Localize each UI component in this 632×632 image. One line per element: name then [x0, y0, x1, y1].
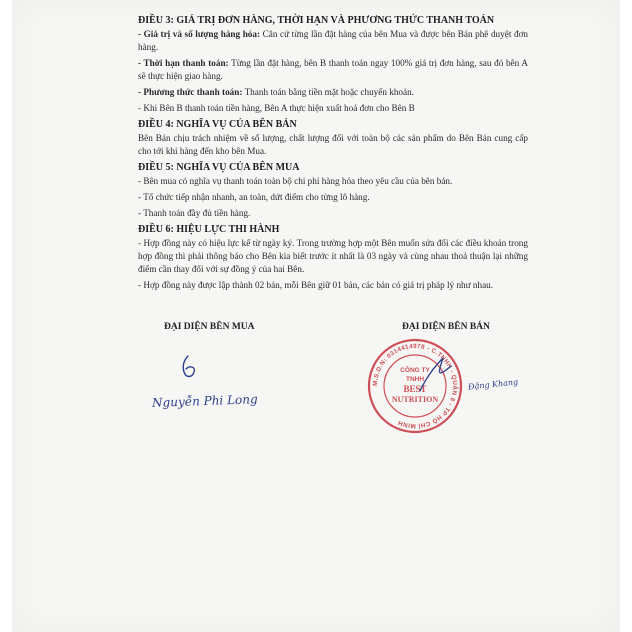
paragraph: - Hợp đồng này được lập thành 02 bản, mỗi Bên giữ 01 bản, các bản có giá trị pháp lý như nhau.	[138, 280, 494, 290]
buyer-representative-title: ĐẠI DIỆN BÊN MUA	[164, 322, 255, 332]
company-seal-icon	[365, 336, 465, 436]
section-dieu-3	[138, 14, 528, 115]
seller-representative-title: ĐẠI DIỆN BÊN BÁN	[402, 322, 490, 332]
paragraph: Bên Bán chịu trách nhiệm về số lượng, chất lượng đối với toàn bộ các sản phẩm do Bên Bán cung cấp cho tới khi hàng đến kho bên Mua.	[138, 133, 528, 156]
svg-text:BEST: BEST	[403, 384, 427, 394]
paragraph: - Phương thức thanh toán: Thanh toán bằng tiền mặt hoặc chuyển khoản.	[138, 87, 414, 97]
document-page	[12, 0, 620, 632]
paragraph: - Hợp đồng này có hiệu lực kể từ ngày ký. Trong trường hợp một Bên muốn sửa đổi các điều khoản trong hợp đồng thì phải thông báo cho Bên kia biết trước ít nhất là 03 ngày và cùng nhau thoả thuận lại những điểm cần thay đổi với sự đồng ý của hai Bên.	[138, 238, 528, 274]
paragraph: - Thời hạn thanh toán: Từng lần đặt hàng, bên B thanh toán ngay 100% giá trị đơn hàng, sau đó bên A sẽ thực hiện giao hàng.	[138, 58, 529, 81]
buyer-signature-icon	[172, 352, 212, 388]
section-heading: ĐIỀU 3: GIÁ TRỊ ĐƠN HÀNG, THỜI HẠN VÀ PHƯƠNG THỨC THANH TOÁN	[138, 15, 495, 26]
paragraph: - Giá trị và số lượng hàng hóa: Căn cứ từng lần đặt hàng của bên Mua và được bên Bán phê duyệt đơn hàng.	[138, 29, 528, 52]
section-dieu-5	[138, 161, 528, 220]
signature-block	[152, 322, 552, 442]
section-dieu-6	[138, 223, 528, 292]
svg-text:M.S.D.N: 0314414978 - C.TNHH -: M.S.D.N: 0314414978 - C.TNHH - QUẬN 8 - TP HỒ CHÍ MINH	[371, 342, 459, 430]
svg-text:TNHH: TNHH	[405, 376, 425, 383]
svg-text:NUTRITION: NUTRITION	[391, 395, 439, 404]
paragraph: - Thanh toán đầy đủ tiền hàng.	[138, 208, 251, 218]
paragraph: - Khi Bên B thanh toán tiền hàng, Bên A thực hiện xuất hoá đơn cho Bên B	[138, 103, 415, 113]
contract-body	[138, 14, 528, 295]
section-dieu-4	[138, 118, 528, 158]
section-heading: ĐIỀU 6: HIỆU LỰC THI HÀNH	[138, 224, 280, 235]
section-heading: ĐIỀU 4: NGHĨA VỤ CỦA BÊN BÁN	[138, 119, 297, 130]
paragraph: - Tổ chức tiếp nhận nhanh, an toàn, dứt điểm cho từng lô hàng.	[138, 192, 370, 202]
buyer-signature-name: Nguyễn Phi Long	[151, 392, 258, 410]
svg-text:CÔNG TY: CÔNG TY	[400, 367, 430, 374]
seller-signature-name: Đặng Khang	[467, 377, 519, 392]
paragraph: - Bên mua có nghĩa vụ thanh toán toàn bộ chi phí hàng hóa theo yêu cầu của bên bán.	[138, 176, 453, 186]
section-heading: ĐIỀU 5: NGHĨA VỤ CỦA BÊN MUA	[138, 162, 300, 173]
